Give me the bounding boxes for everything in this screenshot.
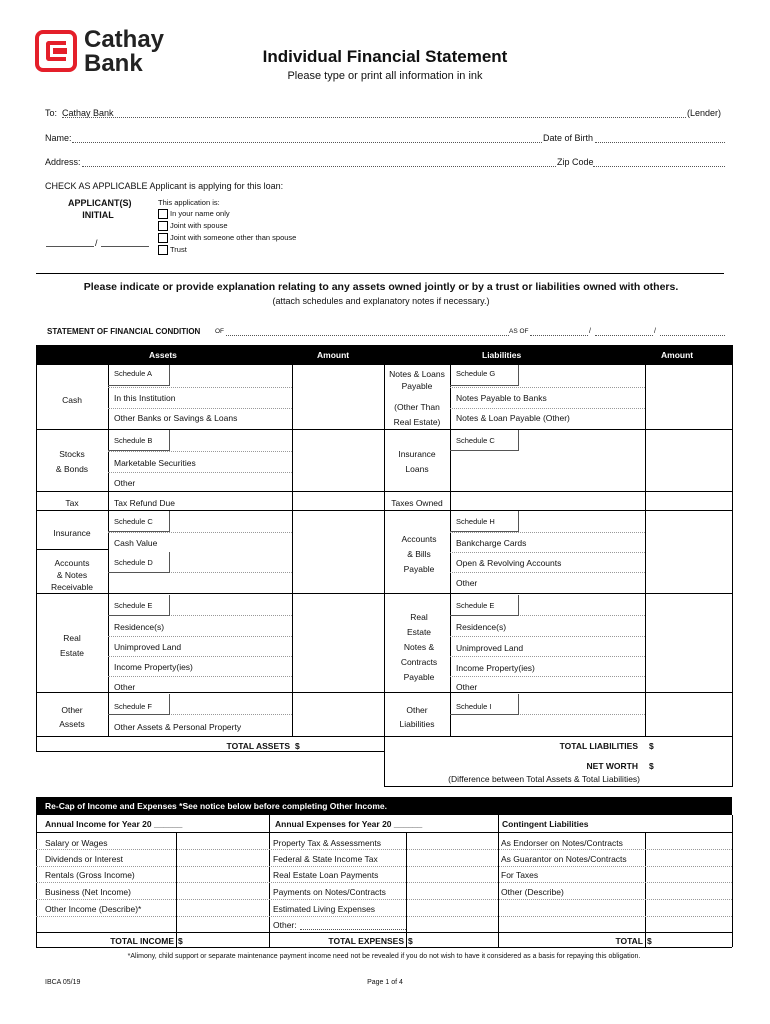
header-assets: Assets <box>149 350 177 360</box>
grid <box>108 451 292 452</box>
page-number: Page 1 of 4 <box>367 979 403 986</box>
dob-input[interactable] <box>595 142 725 143</box>
notes-payable-other: Notes & Loan Payable (Other) <box>456 413 570 423</box>
total-liabilities-dollar: $ <box>649 741 654 751</box>
schedule-i-box <box>450 694 519 715</box>
re-notes-label-4: Contracts <box>400 657 438 667</box>
option-checkbox-3[interactable] <box>158 233 168 243</box>
contingent-item: For Taxes <box>501 870 539 880</box>
condition-label: STATEMENT OF FINANCIAL CONDITION <box>47 327 201 336</box>
tax-refund: Tax Refund Due <box>114 498 175 508</box>
grid <box>450 408 645 409</box>
table-header <box>36 345 732 365</box>
schedule-e-liability: Schedule E <box>456 601 495 610</box>
applicant-title: APPLICANT(S) <box>68 198 132 208</box>
dob-label: Date of Birth <box>543 133 594 143</box>
taxes-owned: Taxes Owned <box>391 498 443 508</box>
net-worth-dollar: $ <box>649 761 654 771</box>
income-item: Salary or Wages <box>45 838 108 848</box>
income-item: Rentals (Gross Income) <box>45 870 135 880</box>
grid <box>645 833 646 947</box>
income-item: Dividends or Interest <box>45 854 123 864</box>
stocks-other: Other <box>114 478 136 488</box>
as-of-slash-1: / <box>589 328 591 335</box>
schedule-d-box <box>108 552 170 573</box>
page-subtitle: Please type or print all information in ink <box>287 70 483 82</box>
expense-item: Estimated Living Expenses <box>273 904 376 914</box>
total-contingent-dollar: $ <box>647 936 652 946</box>
liab-income-property: Income Property(ies) <box>456 663 535 673</box>
income-item: Business (Net Income) <box>45 887 131 897</box>
initial-input-2[interactable] <box>101 246 149 247</box>
grid <box>108 532 292 533</box>
other-assets-personal: Other Assets & Personal Property <box>114 722 242 732</box>
income-property: Income Property(ies) <box>114 662 193 672</box>
bankcharge-cards: Bankcharge Cards <box>456 538 527 548</box>
schedule-i: Schedule I <box>456 702 492 711</box>
re-notes-label-5: Payable <box>403 672 435 682</box>
contingent-item: As Guarantor on Notes/Contracts <box>501 854 627 864</box>
total-contingent-label: TOTAL <box>615 936 643 946</box>
schedule-e-asset: Schedule E <box>114 601 153 610</box>
income-header: Annual Income for Year 20 ______ <box>45 819 183 829</box>
grid <box>108 676 292 677</box>
grid <box>450 387 645 388</box>
notes-loans-label-1: Notes & Loans <box>389 369 445 379</box>
real-estate-label-1: Real <box>63 633 81 643</box>
grid <box>36 549 108 550</box>
grid <box>732 345 733 787</box>
header-liabilities: Liabilities <box>482 350 522 360</box>
stocks-label-2: & Bonds <box>55 464 89 474</box>
page-title: Individual Financial Statement <box>262 47 508 66</box>
insurance-loans-label-1: Insurance <box>398 449 436 459</box>
grid <box>108 636 292 637</box>
accounts-bills-label-1: Accounts <box>401 534 437 544</box>
expense-item: Real Estate Loan Payments <box>273 870 379 880</box>
notes-loans-label-4: Real Estate) <box>393 417 441 427</box>
liab-residences: Residence(s) <box>456 622 507 632</box>
liab-real-estate-other: Other <box>456 682 478 692</box>
option-checkbox-1[interactable] <box>158 209 168 219</box>
schedule-c-liability-box <box>450 430 519 451</box>
income-item: Other Income (Describe)* <box>45 904 142 914</box>
accounts-other: Other <box>456 578 478 588</box>
as-of-slash-2: / <box>654 328 656 335</box>
revolving-accounts: Open & Revolving Accounts <box>456 558 562 568</box>
residences: Residence(s) <box>114 622 165 632</box>
grid <box>450 656 645 657</box>
schedule-f: Schedule F <box>114 702 152 711</box>
as-of-label: AS OF <box>509 328 529 335</box>
schedule-c-asset: Schedule C <box>114 517 153 526</box>
header-amount-2: Amount <box>661 350 694 360</box>
unimproved-land: Unimproved Land <box>114 642 182 652</box>
as-of-day[interactable] <box>595 335 653 336</box>
schedule-b: Schedule B <box>114 436 153 445</box>
schedule-c-box <box>108 511 170 532</box>
schedule-b-box <box>108 430 170 451</box>
schedule-h: Schedule H <box>456 517 495 526</box>
schedule-f-box <box>108 694 170 715</box>
grid <box>36 882 732 883</box>
notes-loans-label-3: (Other Than <box>394 402 440 412</box>
cash-label: Cash <box>62 395 82 405</box>
as-of-year[interactable] <box>660 335 725 336</box>
grid <box>36 832 732 833</box>
grid <box>36 429 384 430</box>
grid <box>450 676 645 677</box>
grid <box>108 472 292 473</box>
grid <box>108 656 292 657</box>
logo-line-2: Bank <box>84 50 143 77</box>
lender-input[interactable] <box>62 117 686 118</box>
schedule-e-liability-box <box>450 595 519 616</box>
notes-payable-banks: Notes Payable to Banks <box>456 393 547 403</box>
net-worth-note: (Difference between Total Assets & Total Liabilities) <box>448 774 640 784</box>
grid <box>36 692 732 693</box>
re-notes-label-1: Real <box>410 612 428 622</box>
option-checkbox-2[interactable] <box>158 221 168 231</box>
total-assets-dollar: $ <box>295 741 300 751</box>
net-worth-label: NET WORTH <box>586 761 638 771</box>
total-expenses-dollar: $ <box>408 936 413 946</box>
zip-label: Zip Code <box>557 157 594 167</box>
option-label-4: Trust <box>170 245 187 254</box>
grid <box>498 815 499 947</box>
grid <box>36 736 732 737</box>
notice-sub: (attach schedules and explanatory notes if necessary.) <box>272 296 490 306</box>
alimony-note: *Alimony, child support or separate maintenance payment income need not be revealed if you do not wish to have it considered as a basis for repaying this obligation. <box>127 953 641 960</box>
grid <box>384 429 732 430</box>
liab-unimproved-land: Unimproved Land <box>456 643 524 653</box>
option-label-2: Joint with spouse <box>170 221 228 230</box>
schedule-a-box <box>108 365 170 386</box>
recap-header <box>36 797 732 815</box>
total-liabilities-label: TOTAL LIABILITIES <box>559 741 638 751</box>
contingent-item: As Endorser on Notes/Contracts <box>501 838 623 848</box>
expense-header: Annual Expenses for Year 20 ______ <box>275 819 423 829</box>
divider <box>36 273 724 274</box>
grid <box>384 593 732 594</box>
contingent-item: Other (Describe) <box>501 887 564 897</box>
grid <box>108 365 109 737</box>
insurance-loans-label-2: Loans <box>405 464 429 474</box>
accounts-label-1: Accounts <box>54 558 90 568</box>
to-value: Cathay Bank <box>62 108 114 118</box>
form-code: IBCA 05/19 <box>45 979 81 986</box>
accounts-label-3: Receivable <box>50 582 94 592</box>
expense-item: Property Tax & Assessments <box>273 838 382 848</box>
grid <box>36 916 732 917</box>
other-assets-label-1: Other <box>61 705 83 715</box>
grid <box>36 751 384 752</box>
logo-line-1: Cathay <box>84 26 165 53</box>
grid <box>450 636 645 637</box>
total-income-dollar: $ <box>178 936 183 946</box>
zip-input[interactable] <box>593 166 725 167</box>
schedule-h-box <box>450 511 519 532</box>
other-assets-label-2: Assets <box>59 719 85 729</box>
accounts-label-2: & Notes <box>56 570 88 580</box>
grid <box>36 849 732 850</box>
grid <box>292 365 293 737</box>
schedule-d: Schedule D <box>114 558 153 567</box>
grid <box>176 833 177 947</box>
grid <box>36 815 37 947</box>
grid <box>732 815 733 947</box>
grid <box>36 866 732 867</box>
option-checkbox-4[interactable] <box>158 245 168 255</box>
grid <box>450 572 645 573</box>
condition-of-input[interactable] <box>226 335 509 336</box>
grid <box>36 899 732 900</box>
grid <box>108 387 292 388</box>
grid <box>384 786 732 787</box>
real-estate-other: Other <box>114 682 136 692</box>
to-label: To: <box>45 108 58 118</box>
expense-item: Payments on Notes/Contracts <box>273 887 386 897</box>
check-applicable-label: CHECK AS APPLICABLE Applicant is applying for this loan: <box>45 181 284 191</box>
marketable-securities: Marketable Securities <box>114 458 196 468</box>
lender-label: (Lender) <box>687 108 722 118</box>
address-label: Address: <box>45 157 81 167</box>
grid <box>108 408 292 409</box>
option-label-1: In your name only <box>170 209 230 218</box>
other-liabilities-label-1: Other <box>406 705 428 715</box>
option-label-3: Joint with someone other than spouse <box>170 233 297 242</box>
notes-loans-label-2: Payable <box>401 381 433 391</box>
schedule-a: Schedule A <box>114 369 152 378</box>
address-input[interactable] <box>82 166 556 167</box>
application-is-label: This application is: <box>158 198 220 207</box>
grid <box>645 365 646 737</box>
schedule-g: Schedule G <box>456 369 496 378</box>
grid <box>36 947 732 948</box>
other-expense-input[interactable] <box>300 929 406 930</box>
schedule-g-box <box>450 365 519 386</box>
accounts-bills-label-2: & Bills <box>407 549 431 559</box>
as-of-month[interactable] <box>530 335 588 336</box>
expense-item: Federal & State Income Tax <box>273 854 378 864</box>
cash-value: Cash Value <box>114 538 158 548</box>
grid <box>269 815 270 947</box>
total-assets-label: TOTAL ASSETS <box>226 741 290 751</box>
schedule-e-box <box>108 595 170 616</box>
grid <box>450 552 645 553</box>
stocks-label-1: Stocks <box>59 449 85 459</box>
insurance-label: Insurance <box>53 528 91 538</box>
re-notes-label-3: Notes & <box>403 642 435 652</box>
grid <box>406 833 407 947</box>
name-label: Name: <box>45 133 72 143</box>
name-input[interactable] <box>72 142 542 143</box>
grid <box>36 932 732 933</box>
tax-label: Tax <box>65 498 79 508</box>
expense-item: Other: <box>273 920 297 930</box>
grid <box>36 593 384 594</box>
real-estate-label-2: Estate <box>59 648 85 658</box>
grid <box>450 532 645 533</box>
initial-input-1[interactable] <box>46 246 94 247</box>
recap-title: Re-Cap of Income and Expenses *See notice below before completing Other Income. <box>45 801 387 811</box>
initial-slash: / <box>95 238 98 248</box>
re-notes-label-2: Estate <box>406 627 432 637</box>
contingent-header: Contingent Liabilities <box>502 819 589 829</box>
accounts-bills-label-3: Payable <box>403 564 435 574</box>
total-expenses-label: TOTAL EXPENSES <box>328 936 404 946</box>
notice-main: Please indicate or provide explanation relating to any assets owned jointly or by a trust or liabilities owned with others. <box>83 281 679 293</box>
condition-of: OF <box>215 328 225 335</box>
initial-title: INITIAL <box>82 210 114 220</box>
other-liabilities-label-2: Liabilities <box>399 719 435 729</box>
schedule-c-liability: Schedule C <box>456 436 495 445</box>
in-institution: In this Institution <box>114 393 176 403</box>
grid <box>36 491 732 492</box>
total-income-label: TOTAL INCOME <box>110 936 174 946</box>
other-banks: Other Banks or Savings & Loans <box>114 413 238 423</box>
header-amount: Amount <box>317 350 350 360</box>
